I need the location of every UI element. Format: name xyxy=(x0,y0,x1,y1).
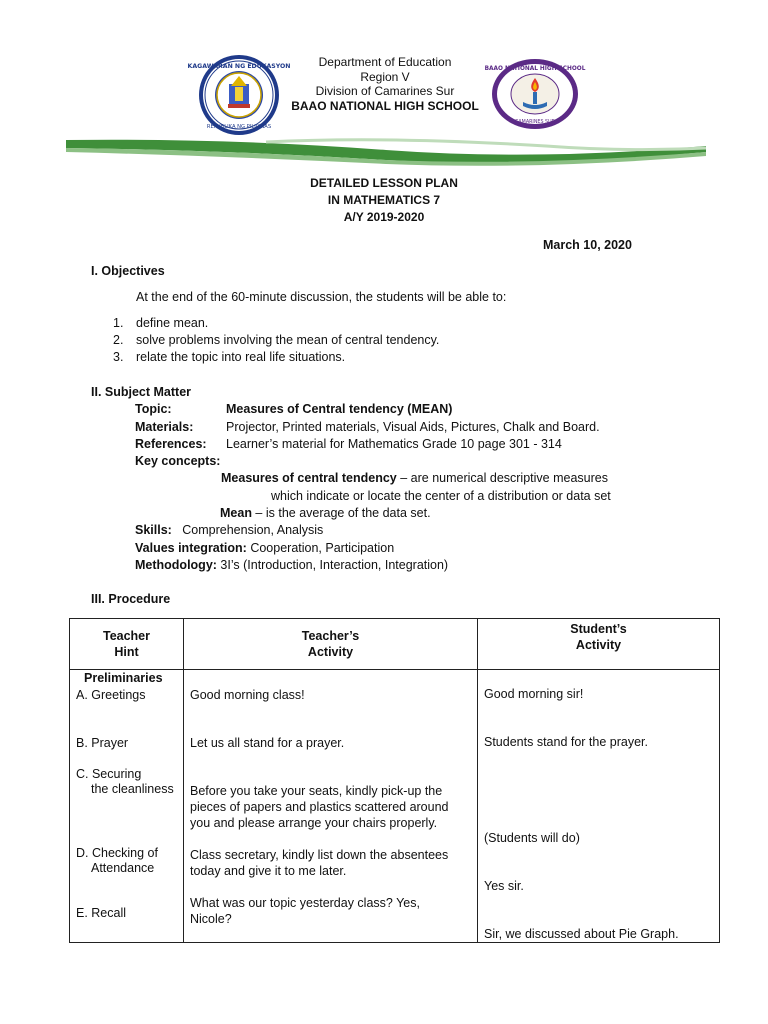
svg-text:KAGAWARAN NG EDUKASYON: KAGAWARAN NG EDUKASYON xyxy=(187,63,291,70)
skills-value: Comprehension, Analysis xyxy=(182,523,324,537)
header-student-activity-line2: Activity xyxy=(575,638,622,652)
header-teacher-activity-line1: Teacher’s xyxy=(301,629,360,643)
references-value: Learner’s material for Mathematics Grade 10 page 301 - 314 xyxy=(226,437,562,451)
student-prayer: Students stand for the prayer. xyxy=(484,735,648,749)
key-concept-2 xyxy=(220,506,431,520)
teacher-attendance-1: Class secretary, kindly list down the absentees xyxy=(190,848,449,862)
values-label: Values integration: xyxy=(135,541,247,555)
objective-item-2: solve problems involving the mean of central tendency. xyxy=(136,333,440,347)
hint-securing: C. Securing xyxy=(76,767,142,781)
header-teacher-activity xyxy=(184,619,478,670)
hint-greetings: A. Greetings xyxy=(76,688,146,702)
hint-attendance: Attendance xyxy=(91,861,155,875)
header-teacher-activity-line2: Activity xyxy=(307,645,354,659)
hint-recall: E. Recall xyxy=(76,906,127,920)
procedure-heading: III. Procedure xyxy=(91,592,171,606)
key-concepts-label: Key concepts: xyxy=(135,454,221,468)
teacher-recall-2: Nicole? xyxy=(190,912,232,926)
teacher-attendance-2: today and give it to me later. xyxy=(190,864,347,878)
svg-text:REPUBLIKA NG PILIPINAS: REPUBLIKA NG PILIPINAS xyxy=(206,124,272,130)
objective-number-1: 1. xyxy=(113,316,124,330)
references-label: References: xyxy=(135,437,207,451)
hint-checking: D. Checking of xyxy=(76,846,158,860)
key-concept-2-term: Mean xyxy=(220,506,252,520)
title-line-2: IN MATHEMATICS 7 xyxy=(327,193,441,207)
school-name: BAAO NATIONAL HIGH SCHOOL xyxy=(291,98,479,113)
teacher-activity-column xyxy=(184,670,478,943)
student-activity-column xyxy=(478,670,720,943)
teacher-cleanliness-1: Before you take your seats, kindly pick-up the xyxy=(190,784,443,798)
key-concept-1-term: Measures of central tendency xyxy=(221,471,397,485)
lesson-date: March 10, 2020 xyxy=(543,238,632,252)
header-teacher-hint xyxy=(70,619,184,670)
objective-item-1: define mean. xyxy=(136,316,209,330)
values-line xyxy=(135,541,394,555)
methodology-label: Methodology: xyxy=(135,558,217,572)
key-concept-1 xyxy=(221,471,608,485)
key-concept-1-definition-cont: which indicate or locate the center of a distribution or data set xyxy=(271,489,611,503)
methodology-value: 3I’s (Introduction, Interaction, Integration) xyxy=(220,558,449,572)
division-name: Division of Camarines Sur xyxy=(315,84,455,99)
header-student-activity-line1: Student’s xyxy=(570,622,627,636)
key-concept-2-definition: – is the average of the data set. xyxy=(251,506,431,520)
objective-number-2: 2. xyxy=(113,333,124,347)
teacher-cleanliness-2: pieces of papers and plastics scattered around xyxy=(190,800,449,814)
objective-item-3: relate the topic into real life situations. xyxy=(136,350,346,364)
materials-value: Projector, Printed materials, Visual Aids, Pictures, Chalk and Board. xyxy=(226,420,600,434)
letterhead xyxy=(290,55,480,113)
objectives-heading: I. Objectives xyxy=(91,264,165,278)
hint-column xyxy=(70,670,184,943)
skills-line xyxy=(135,523,323,537)
table-header-row xyxy=(70,619,720,670)
svg-text:BAAO NATIONAL HIGH SCHOOL: BAAO NATIONAL HIGH SCHOOL xyxy=(484,66,586,72)
subject-matter-heading: II. Subject Matter xyxy=(91,385,192,399)
header-divider-wave xyxy=(66,130,706,170)
svg-text:CAMARINES SUR: CAMARINES SUR xyxy=(515,120,555,125)
objective-number-3: 3. xyxy=(113,350,124,364)
skills-label: Skills: xyxy=(135,523,172,537)
table-row xyxy=(70,670,720,943)
student-attendance: Yes sir. xyxy=(484,879,524,893)
title-line-1: DETAILED LESSON PLAN xyxy=(310,176,458,190)
teacher-cleanliness-3: you and please arrange your chairs properly. xyxy=(190,816,438,830)
document-title xyxy=(284,175,484,226)
student-greeting: Good morning sir! xyxy=(484,687,584,701)
teacher-prayer: Let us all stand for a prayer. xyxy=(190,736,345,750)
procedure-table xyxy=(69,618,720,943)
department-name: Department of Education xyxy=(318,55,452,69)
methodology-line xyxy=(135,558,448,572)
student-recall: Sir, we discussed about Pie Graph. xyxy=(484,927,679,941)
topic-value: Measures of Central tendency (MEAN) xyxy=(226,402,453,416)
header-teacher-hint-line2: Hint xyxy=(114,645,139,659)
key-concept-1-definition: – are numerical descriptive measures xyxy=(396,471,608,485)
values-value: Cooperation, Participation xyxy=(250,541,395,555)
materials-label: Materials: xyxy=(135,420,194,434)
school-seal-logo xyxy=(484,58,586,130)
hint-preliminaries: Preliminaries xyxy=(84,671,163,685)
objectives-intro: At the end of the 60-minute discussion, the students will be able to: xyxy=(136,290,507,304)
student-cleanliness: (Students will do) xyxy=(484,831,580,845)
teacher-recall-1: What was our topic yesterday class? Yes, xyxy=(190,896,420,910)
region-name: Region V xyxy=(360,69,410,84)
teacher-greeting: Good morning class! xyxy=(190,688,305,702)
title-line-3: A/Y 2019-2020 xyxy=(343,210,425,224)
hint-prayer: B. Prayer xyxy=(76,736,129,750)
deped-seal-logo xyxy=(187,54,291,136)
hint-cleanliness: the cleanliness xyxy=(91,782,174,796)
header-teacher-hint-line1: Teacher xyxy=(102,629,150,643)
header-student-activity xyxy=(478,619,720,670)
topic-label: Topic: xyxy=(135,402,172,416)
